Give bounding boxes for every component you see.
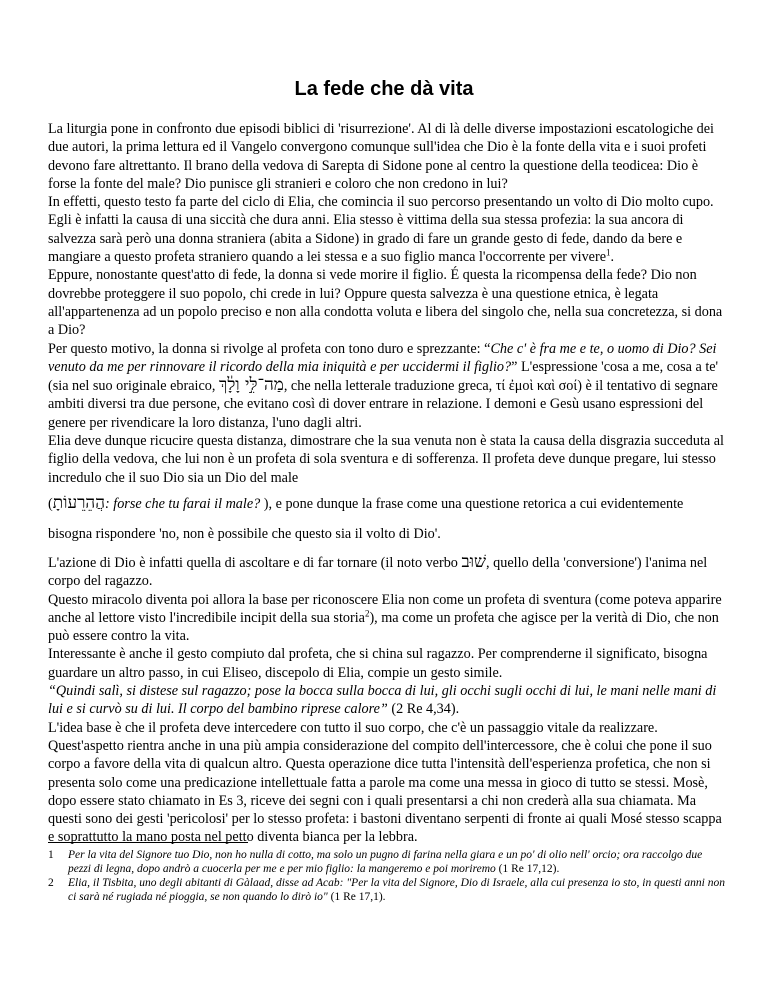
paragraph-9 [48,682,724,719]
footnote-1-number: 1 [48,849,54,861]
paragraph-4-text-b: ” L'espressione 'cosa a me, cosa a te' (sia nel suo originale ebraico, [48,358,719,395]
eliseo-quote-ref: (2 Re 4,34). [387,701,460,718]
paren-open: ( [48,495,53,512]
paragraph-6-text-b: , quello della 'conversione') l'anima nel corpo del ragazzo. [48,554,708,590]
footnote-2-text: Elia, il Tisbita, uno degli abitanti di Gàlaad, disse ad Acab: "Per la vita del Signore, Dio di Israele, alla cui presenza io sto, in questi anni non ci sarà né rugiada né pioggia, se non quando lo dirò io" [68,877,725,903]
paragraph-1: La liturgia pone in confronto due episodi biblici di 'risurrezione'. Al di là delle diverse impostazioni escatologiche dei due autori, la prima lettura ed il Vangelo convergono comunque sull'idea che Dio è la fonte della vita e i suoi profeti devono fare altrettanto. Il brano della vedova di Sarepta di Sidone pone al centro la questione della teodicea: Dio è forse la fonte del male? Dio punisce gli stranieri e coloro che non credono in lui? [48,121,714,192]
paragraph-7-text-a: Questo miracolo diventa poi allora la base per riconoscere Elia non come un profeta di sventura (come poteva apparire anche al lettore visto l'incredibile incipit della sua storia [48,591,722,626]
eliseo-quote: “Quindi salì, si distese sul ragazzo; pose la bocca sulla bocca di lui, gli occhi sugli occhi di lui, le mani nelle mani di lui e si curvò su di lui. Il corpo del bambino riprese calore” [48,683,717,718]
paragraph-6-text-a: L'azione di Dio è infatti quella di ascoltare e di far tornare (il noto verbo [48,554,462,571]
footnote-2 [48,876,728,904]
footnotes [48,848,728,904]
paragraph-8: Interessante è anche il gesto compiuto dal profeta, che si china sul ragazzo. Per comprenderne il significato, bisogna guardare un altro passo, in cui Eliseo, discepolo di Elia, compie un gesto simile. [48,646,708,681]
footnote-2-number: 2 [48,877,54,889]
hebrew-translation-2: : forse che tu farai il male? [104,495,264,512]
footnote-2-ref: (1 Re 17,1). [327,891,386,903]
paragraph-2 [48,193,724,266]
article-body [48,120,724,847]
paragraph-6 [48,553,724,591]
footnote-ref-2[interactable]: 2 [364,608,370,619]
footnote-1-text: Per la vita del Signore tuo Dio, non ho nulla di cotto, ma solo un pugno di farina nella giara e un po' di olio nell' orcio; ora raccolgo due pezzi di legna, dopo andrò a cuocerla per me e per mio figlio: la mangeremo e poi moriremo [68,849,703,875]
paragraph-7-text-b: ), ma come un profeta che agisce per la verità di Dio, che non può essere contro la vita. [48,609,719,645]
footnote-divider [48,842,248,843]
paragraph-7 [48,591,724,646]
paragraph-4-text-c: , che nella letterale traduzione greca, τί ἐμοὶ καὶ σοί) è il tentativo di segnare ambiti diversi tra due persone, che evitano così di dover entrare in relazione. I demoni e Gesù usano espressioni del genere per rivendicare la loro distanza, l'uno dagli altri. [48,378,718,431]
paragraph-5: Elia deve dunque ricucire questa distanza, dimostrare che la sua venuta non è stata la causa della disgrazia succeduta al figlio della vedova, che lui non è un profeta di sola sventura e di sofferenza. Il profeta deve dunque pregare, lui stesso incredulo che il suo Dio sia un Dio del male [48,433,724,486]
hebrew-phrase-2: הֲהֵרֵעוֹתָ [52,492,105,513]
paragraph-2-end: . [610,249,615,266]
paragraph-3: Eppure, nonostante quest'atto di fede, la donna si vede morire il figlio. É questa la ricompensa della fede? Dio non dovrebbe proteggere il suo popolo, chi crede in lui? Oppure questa salvezza è una questione etnica, è legata all'appartenenza ad un popolo preciso e non alla condotta voluta e libera del singolo che, nella sua concretezza, si dona a Dio? [48,267,723,339]
paragraph-4 [48,340,724,432]
widow-quote: Che c' è fra me e te, o uomo di Dio? Sei venuto da me per rinnovare il ricordo della mia iniquità e per uccidermi il figlio? [48,340,717,375]
paragraph-5-cont [48,488,724,549]
paragraph-2-text: In effetti, questo testo fa parte del ciclo di Elia, che comincia il suo percorso presentando un volto di Dio molto cupo. Egli è infatti la causa di una siccità che dura anni. Elia stesso è vittima della sua stessa profezia: la sua ancora di salvezza sarà però una donna straniera (abita a Sidone) in grado di fare un grande gesto di fede, dando da bere e mangiare a questo profeta straniero quando a lei stessa e a suo figlio manca l'occorrente per vivere [48,194,714,266]
footnote-ref-1[interactable]: 1 [606,247,611,258]
paragraph-4-text-a: Per questo motivo, la donna si rivolge al profeta con tono duro e sprezzante: “ [48,340,491,357]
paragraph-10: L'idea base è che il profeta deve intercedere con tutto il suo corpo, che c'è un passaggio vitale da realizzare. Quest'aspetto rientra anche in una più ampia considerazione del compito dell'intercessore, che è colui che pone il suo corpo a favore della vita di qualcun altro. Questa operazione dice tutta l'intensità dell'esperienza profetica, che non si presenta solo come una predicazione intellettuale fatta a parole ma come una messa in gioco di tutto se stessi. Mosè, dopo essere stato chiamato in Es 3, riceve dei segni con i quali presentarsi a chi non crederà alla sua chiamata. Ma questi sono dei gesti 'pericolosi' per lo stesso profeta: i bastoni diventano serpenti di fronte ai quali Mosé stesso scappa e soprattutto la mano posta nel petto diventa bianca per la lebbra. [48,719,722,846]
hebrew-phrase-1: מַה־לִּ֣י וָלָ֔ךְ [218,375,284,396]
footnote-1 [48,848,728,876]
footnote-1-ref: (1 Re 17,12). [495,863,560,875]
page-title: La fede che dà vita [294,78,474,100]
paragraph-5-end: ), e pone dunque la frase come una questione retorica a cui evidentemente bisogna rispondere 'no, non è possibile che questo sia il volto di Dio'. [48,495,684,542]
hebrew-verb-shuv: שׁוּב [461,551,487,572]
